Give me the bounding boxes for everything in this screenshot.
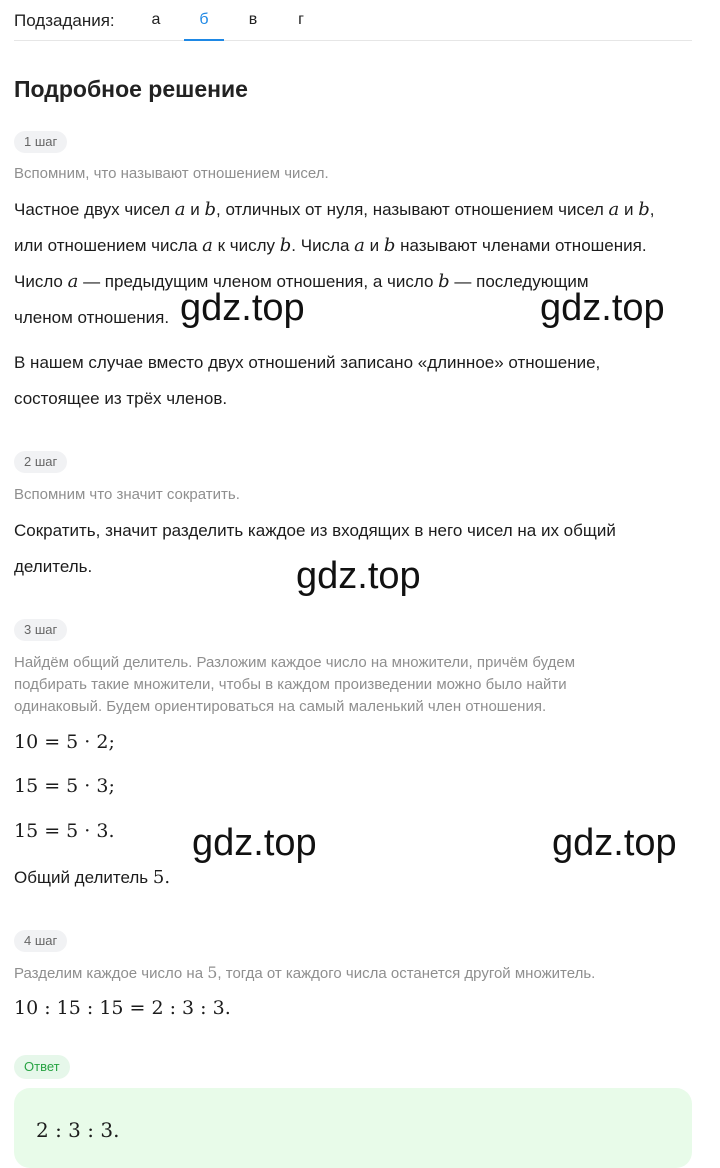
watermark: gdz.top: [540, 287, 665, 329]
step1-hint: Вспомним, что называют отношением чисел.: [14, 165, 329, 182]
watermark: gdz.top: [296, 555, 421, 597]
answer-box: [14, 1088, 692, 1168]
tab-b[interactable]: б: [184, 11, 224, 41]
tab-v[interactable]: в: [248, 11, 258, 28]
step-badge-3: 3 шаг: [14, 619, 67, 641]
subtask-label: Подзадания:: [14, 11, 115, 30]
equation-1: 10 = 5 · 2;: [14, 731, 115, 753]
step2-paragraph: Сократить, значит разделить каждое из входящих в него чисел на их общий делитель.: [14, 521, 616, 576]
step4-hint: Разделим каждое число на 5, тогда от каждого числа останется другой множитель.: [14, 963, 596, 982]
tab-g[interactable]: г: [298, 11, 304, 28]
step-badge-4: 4 шаг: [14, 930, 67, 952]
step3-hint: Найдём общий делитель. Разложим каждое число на множители, причём будем подбирать такие множители, чтобы в каждом произведении можно было найти одинаковый. Будем ориентироваться на самый маленький член отношения.: [14, 654, 576, 715]
common-divisor-line: Общий делитель 5.: [14, 867, 171, 888]
watermark: gdz.top: [180, 287, 305, 329]
equation-2: 15 = 5 · 3;: [14, 775, 115, 797]
equation-3: 15 = 5 · 3.: [14, 820, 115, 842]
step-badge-2: 2 шаг: [14, 451, 67, 473]
watermark: gdz.top: [192, 822, 317, 864]
section-title: Подробное решение: [14, 76, 248, 102]
step2-hint: Вспомним что значит сократить.: [14, 486, 240, 503]
step-badge-1: 1 шаг: [14, 131, 67, 153]
subtask-tabs: [14, 0, 692, 41]
step1-paragraph-2: В нашем случае вместо двух отношений записано «длинное» отношение, состоящее из трёх членов.: [14, 353, 601, 408]
step1-paragraph-1: Частное двух чисел a и b, отличных от нуля, называют отношением чисел a и b, или отношением числа a к числу b. Числа a и b называют членами отношения. Число a — предыдущим членом отношения, а число b — последующим членом отношения.: [14, 199, 655, 327]
answer-badge: Ответ: [14, 1055, 70, 1079]
final-equation: 10 : 15 : 15 = 2 : 3 : 3.: [14, 997, 231, 1019]
tab-a[interactable]: а: [151, 11, 161, 28]
watermark: gdz.top: [552, 822, 677, 864]
answer-value: 2 : 3 : 3.: [36, 1118, 120, 1142]
